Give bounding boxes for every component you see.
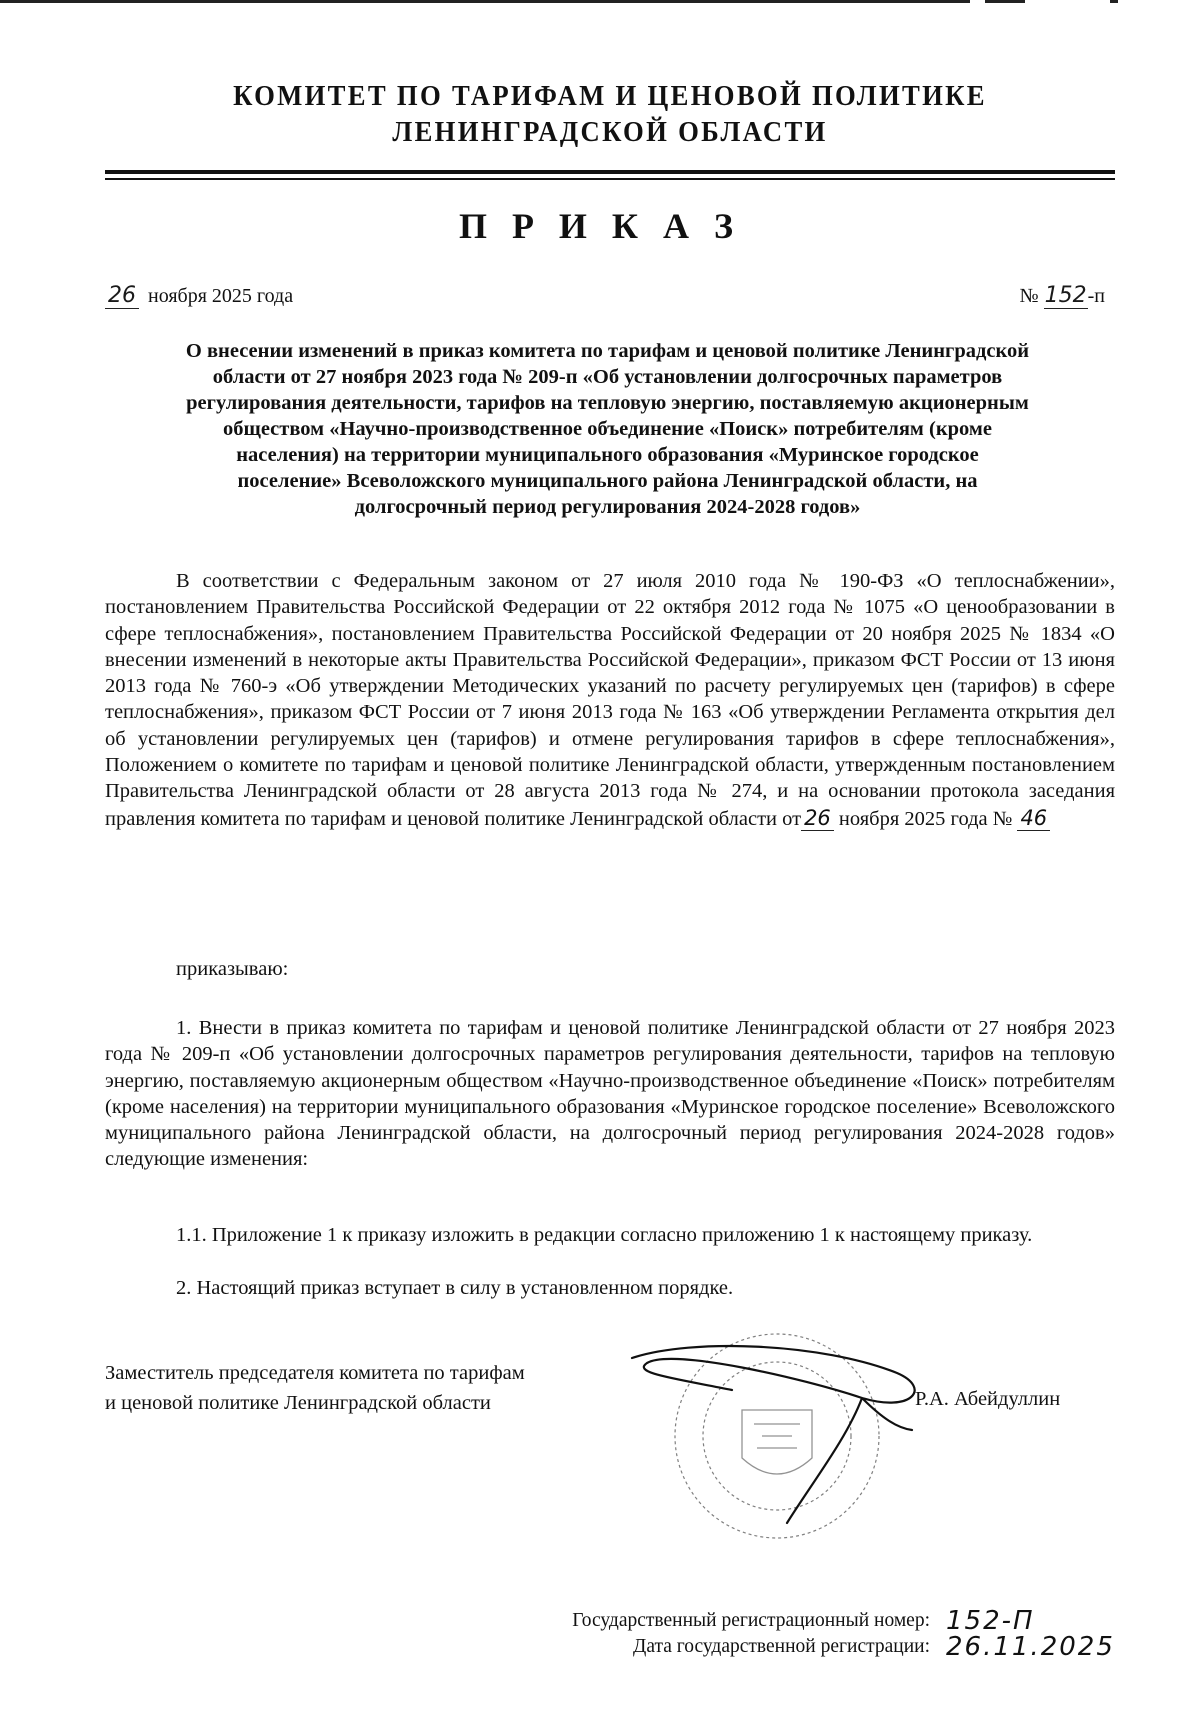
position-line-1: Заместитель председателя комитета по тарифам [105,1362,525,1384]
handwritten-number: 152 [1044,283,1087,308]
organization-header [141,78,1079,150]
title-line: обществом «Научно-производственное объединение «Поиск» потребителям (кроме [223,418,992,440]
document-title [100,338,1115,520]
registration-date-row [548,1634,1115,1660]
signatory-name: Р.А. Абейдуллин [915,1388,1061,1410]
position-line-2: и ценовой политике Ленинградской области [105,1392,491,1414]
handwritten-registration-number: 152-П [946,1606,1035,1636]
header-line-2: ЛЕНИНГРАДСКОЙ ОБЛАСТИ [392,116,828,148]
title-line: области от 27 ноября 2023 года № 209-п «Об установлении долгосрочных параметров [212,366,1003,388]
order-item-1: 1. Внести в приказ комитета по тарифам и ценовой политике Ленинградской области от 27 ноября 2023 года № 209-п «Об установлении долгосрочных параметров регулирования деятельности, тарифов на тепловую энергию, поставляемую акционерным обществом «Научно-производственное объединение «Поиск» потребителям (кроме населения) на территории муниципального образования «Муринское городское поселение» Всеволожского муниципального района Ленинградской области, на долгосрочный период регулирования 2024-2028 годов» следующие изменения: [105,1017,1115,1171]
registration-number-label: Государственный регистрационный номер: [572,1610,930,1631]
document-type: П Р И К А З [458,206,742,246]
header-line-1: КОМИТЕТ ПО ТАРИФАМ И ЦЕНОВОЙ ПОЛИТИКЕ [233,80,987,112]
order-word: приказываю: [176,958,289,980]
scan-edge-line [985,0,1025,3]
header-rule-thick [105,170,1115,174]
document-number [1020,283,1105,309]
handwritten-day: 26 [105,283,139,309]
document-date [105,283,293,309]
title-line: регулирования деятельности, тарифов на тепловую энергию, поставляемую акционерным [186,392,1029,414]
preamble-text-after-date: ноября 2025 года № [838,807,1013,830]
date-printed: ноября 2025 года [148,285,294,307]
title-line: О внесении изменений в приказ комитета по тарифам и ценовой политике Ленинградской [185,340,1030,362]
preamble-text: В соответствии с Федеральным законом от 27 июля 2010 года № 190-ФЗ «О теплоснабжении», постановлением Правительства Российской Федерации от 22 октября 2012 года № 1075 «О ценообразовании в сфере теплоснабжения», постановлением Правительства Российской Федерации от 20 ноября 2025 № 1834 «О внесении изменений в некоторые акты Правительства Российской Федерации», приказом ФСТ России от 13 июня 2013 года № 760-э «Об утверждении Методических указаний по расчету регулируемых цен (тарифов) в сфере теплоснабжения», приказом ФСТ России от 7 июня 2013 года № 163 «Об утверждении Регламента открытия дел об установлении регулируемых цен (тарифов) и отмене регулирования тарифов в сфере теплоснабжения», Положением о комитете по тарифам и ценовой политике Ленинградской области, утвержденным постановлением Правительства Ленинградской области от 28 августа 2013 года № 274, и на основании протокола заседания правления комитета по тарифам и ценовой политике Ленинградской области от [105,570,1115,830]
scan-edge-line [0,0,970,3]
official-stamp-and-signature [612,1318,942,1548]
signatory-position [105,1358,525,1418]
registration-number-row [548,1608,1115,1634]
title-line: поселение» Всеволожского муниципального района Ленинградской области, на [237,470,978,492]
header-rule-thin [105,178,1115,180]
coat-of-arms-icon [742,1410,812,1474]
handwritten-registration-date: 26.11.2025 [946,1632,1115,1662]
number-suffix: -п [1087,285,1105,307]
registration-date-label: Дата государственной регистрации: [633,1636,930,1657]
order-item-2: 2. Настоящий приказ вступает в силу в установленном порядке. [176,1277,734,1299]
preamble-paragraph [105,568,1115,832]
scan-edge-line [1110,0,1118,3]
order-item-1-1: 1.1. Приложение 1 к приказу изложить в редакции согласно приложению 1 к настоящему приказу. [176,1224,1033,1246]
signature-mark [632,1346,915,1523]
handwritten-protocol-number: 46 [1017,806,1050,831]
handwritten-protocol-day: 26 [801,806,834,831]
title-line: долгосрочный период регулирования 2024-2028 годов» [354,496,861,518]
number-prefix: № [1019,285,1039,307]
registration-block [548,1608,1115,1660]
title-line: населения) на территории муниципального образования «Муринское городское [236,444,979,466]
